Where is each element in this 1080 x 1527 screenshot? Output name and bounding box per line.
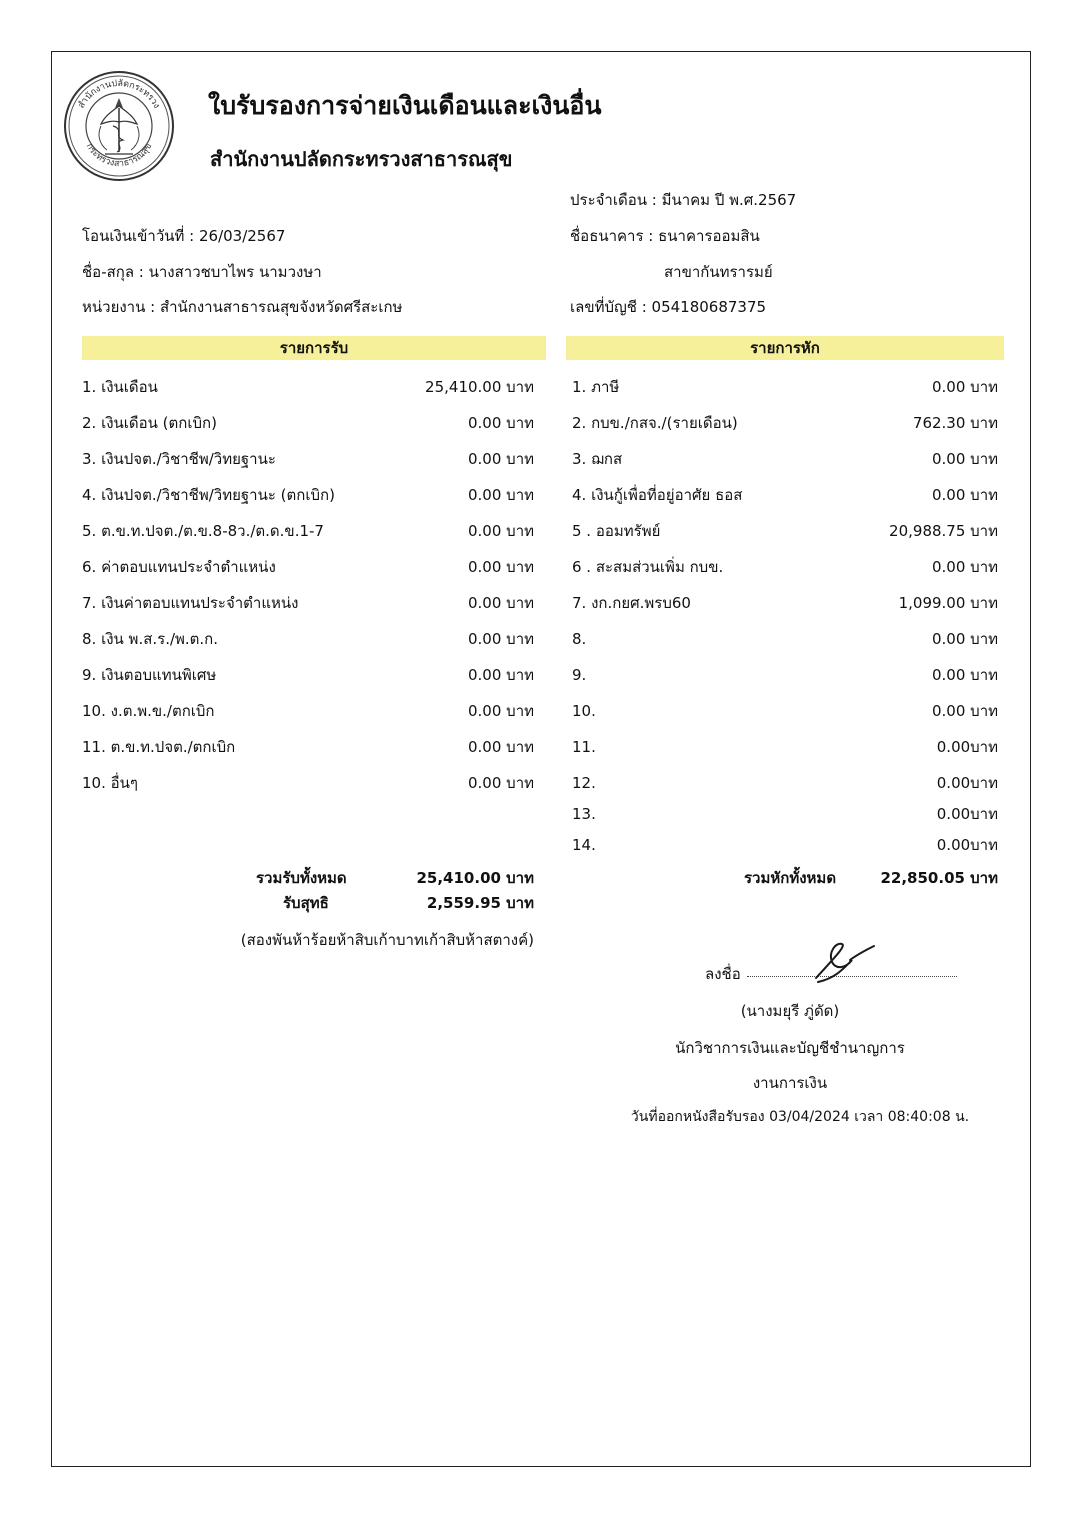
seal-text-bottom: กระทรวงสาธารณสุข [83, 141, 155, 170]
income-item-label: 9. เงินตอบแทนพิเศษ [82, 666, 217, 684]
deduction-item-value: 0.00 บาท [932, 486, 998, 504]
income-item-value: 0.00 บาท [468, 486, 534, 504]
issue-datetime: วันที่ออกหนังสือรับรอง 03/04/2024 เวลา 08:40:08 น. [630, 1109, 970, 1125]
deduction-row [572, 736, 998, 758]
deduction-item-label: 7. งก.กยศ.พรบ60 [572, 594, 691, 612]
deduction-item-value: 0.00 บาท [932, 378, 998, 396]
signer-name: (นางมยุรี ภู่ดัด) [740, 1002, 840, 1020]
income-row [82, 484, 534, 506]
deduction-item-label: 8. [572, 630, 587, 648]
income-item-label: 3. เงินปจต./วิชาชีพ/วิทยฐานะ [82, 450, 276, 468]
deduction-item-value: 0.00 บาท [932, 666, 998, 684]
income-item-value: 0.00 บาท [468, 738, 534, 756]
deduction-row [572, 556, 998, 578]
deduction-item-value: 0.00บาท [936, 805, 998, 823]
bank-branch: สาขากันทรารมย์ [664, 263, 773, 281]
ministry-seal-logo [61, 64, 177, 188]
employee-name: ชื่อ-สกุล : นางสาวชบาไพร นามวงษา [82, 263, 322, 281]
income-row [82, 412, 534, 434]
deduction-item-value: 20,988.75 บาท [889, 522, 998, 540]
deduction-item-label: 12. [572, 774, 596, 792]
net-pay-words: (สองพันห้าร้อยห้าสิบเก้าบาทเก้าสิบห้าสตางค์) [240, 931, 534, 949]
deduction-row [572, 834, 998, 856]
deduction-section-header: รายการหัก [566, 336, 1004, 360]
income-item-value: 0.00 บาท [468, 594, 534, 612]
deduction-item-label: 6 . สะสมส่วนเพิ่ม กบข. [572, 558, 724, 576]
deduction-item-label: 11. [572, 738, 596, 756]
pay-month: ประจำเดือน : มีนาคม ปี พ.ศ.2567 [570, 191, 797, 209]
employee-agency: หน่วยงาน : สำนักงานสาธารณสุขจังหวัดศรีสะเกษ [82, 298, 403, 316]
net-pay-label: รับสุทธิ [283, 894, 329, 912]
deduction-item-label: 1. ภาษี [572, 378, 620, 396]
document-title: ใบรับรองการจ่ายเงินเดือนและเงินอื่น [208, 91, 602, 120]
deduction-item-label: 13. [572, 805, 596, 823]
deduction-row [572, 803, 998, 825]
income-item-value: 0.00 บาท [468, 702, 534, 720]
deduction-row [572, 484, 998, 506]
net-pay-value: 2,559.95 บาท [426, 894, 534, 912]
transfer-date: โอนเงินเข้าวันที่ : 26/03/2567 [82, 227, 286, 245]
income-section-header: รายการรับ [82, 336, 546, 360]
income-item-label: 6. ค่าตอบแทนประจำตำแหน่ง [82, 558, 276, 576]
signer-department: งานการเงิน [752, 1074, 828, 1092]
seal-text-top: สำนักงานปลัดกระทรวง [76, 78, 162, 111]
deduction-row [572, 592, 998, 614]
income-item-value: 0.00 บาท [468, 666, 534, 684]
deduction-item-label: 5 . ออมทรัพย์ [572, 522, 661, 540]
deduction-item-label: 2. กบข./กสจ./(รายเดือน) [572, 414, 738, 432]
account-number: เลขที่บัญชี : 054180687375 [570, 298, 767, 316]
income-row [82, 664, 534, 686]
deduction-item-value: 0.00 บาท [932, 450, 998, 468]
sign-label: ลงชื่อ [705, 965, 741, 983]
income-item-value: 0.00 บาท [468, 630, 534, 648]
deduction-row [572, 628, 998, 650]
income-item-value: 0.00 บาท [468, 414, 534, 432]
income-item-value: 0.00 บาท [468, 774, 534, 792]
deduction-row [572, 448, 998, 470]
income-item-label: 11. ต.ข.ท.ปจต./ตกเบิก [82, 738, 236, 756]
income-row [82, 628, 534, 650]
deduction-item-label: 14. [572, 836, 596, 854]
income-item-value: 25,410.00 บาท [425, 378, 534, 396]
deduction-row [572, 772, 998, 794]
deduction-item-label: 10. [572, 702, 596, 720]
deduction-total-label: รวมหักทั้งหมด [744, 869, 837, 887]
income-row [82, 448, 534, 470]
income-item-label: 5. ต.ข.ท.ปจต./ต.ข.8-8ว./ต.ด.ข.1-7 [82, 522, 324, 540]
income-item-label: 8. เงิน พ.ส.ร./พ.ต.ก. [82, 630, 219, 648]
deduction-row [572, 412, 998, 434]
deduction-row [572, 664, 998, 686]
deduction-row [572, 520, 998, 542]
deduction-item-label: 9. [572, 666, 587, 684]
deduction-row [572, 376, 998, 398]
income-item-label: 10. ง.ต.พ.ข./ตกเบิก [82, 702, 215, 720]
deduction-item-value: 762.30 บาท [912, 414, 998, 432]
deduction-item-value: 0.00 บาท [932, 702, 998, 720]
handwritten-signature [806, 938, 878, 988]
income-total-value: 25,410.00 บาท [416, 869, 534, 887]
deduction-item-value: 0.00บาท [936, 774, 998, 792]
income-row [82, 736, 534, 758]
income-item-value: 0.00 บาท [468, 450, 534, 468]
deduction-total-value: 22,850.05 บาท [880, 869, 998, 887]
deduction-item-value: 0.00 บาท [932, 558, 998, 576]
income-row [82, 376, 534, 398]
deduction-item-value: 1,099.00 บาท [898, 594, 998, 612]
deduction-item-label: 4. เงินกู้เพื่อที่อยู่อาศัย ธอส [572, 486, 743, 504]
bank-name: ชื่อธนาคาร : ธนาคารออมสิน [570, 227, 760, 245]
income-row [82, 700, 534, 722]
income-item-label: 2. เงินเดือน (ตกเบิก) [82, 414, 217, 432]
income-item-label: 4. เงินปจต./วิชาชีพ/วิทยฐานะ (ตกเบิก) [82, 486, 335, 504]
income-row [82, 592, 534, 614]
deduction-item-label: 3. ฌกส [572, 450, 623, 468]
income-row [82, 556, 534, 578]
income-item-label: 7. เงินค่าตอบแทนประจำตำแหน่ง [82, 594, 299, 612]
document-subtitle: สำนักงานปลัดกระทรวงสาธารณสุข [210, 147, 513, 171]
income-item-value: 0.00 บาท [468, 522, 534, 540]
deduction-row [572, 700, 998, 722]
income-row [82, 772, 534, 794]
income-total-label: รวมรับทั้งหมด [256, 869, 347, 887]
income-row [82, 520, 534, 542]
deduction-item-value: 0.00บาท [936, 738, 998, 756]
signer-position: นักวิชาการเงินและบัญชีชำนาญการ [675, 1039, 905, 1057]
deduction-item-value: 0.00บาท [936, 836, 998, 854]
deduction-item-value: 0.00 บาท [932, 630, 998, 648]
income-item-label: 1. เงินเดือน [82, 378, 158, 396]
income-item-label: 10. อื่นๆ [82, 774, 138, 792]
income-item-value: 0.00 บาท [468, 558, 534, 576]
